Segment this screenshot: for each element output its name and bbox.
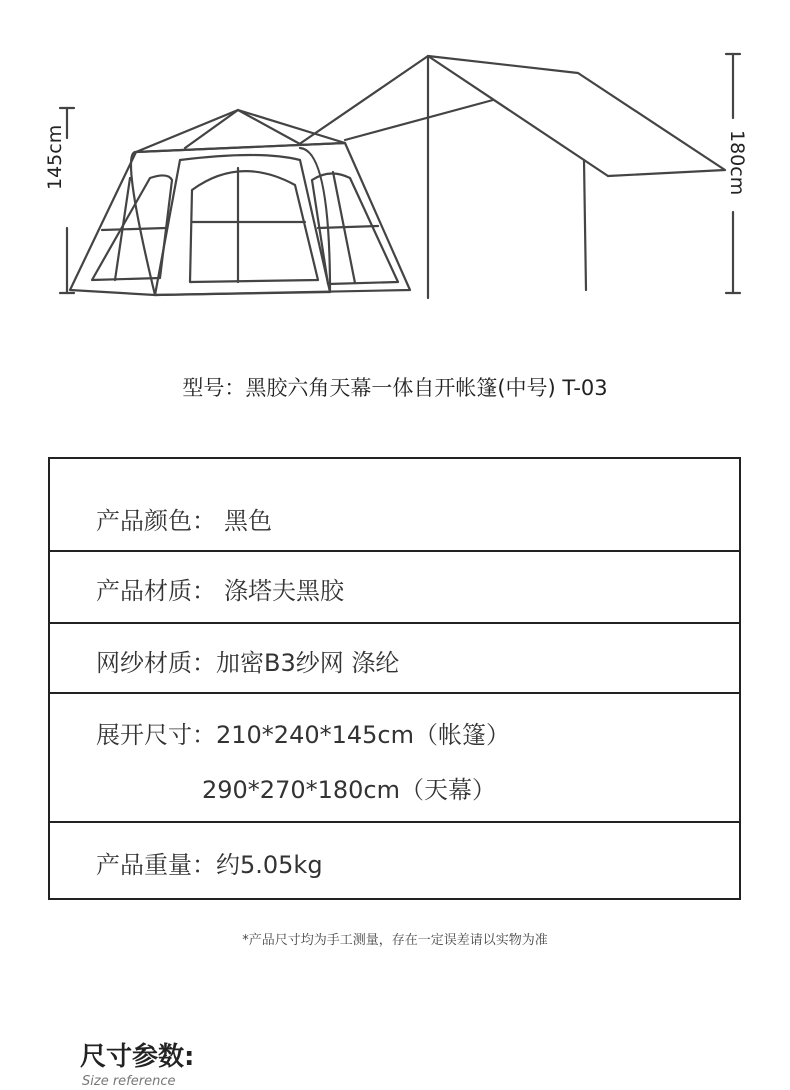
spec-row-size bbox=[50, 694, 739, 823]
spec-value: 210*240*145cm（帐篷） bbox=[216, 721, 510, 749]
spec-label: 产品重量： bbox=[96, 851, 216, 879]
canopy-shape bbox=[298, 56, 725, 298]
tent-diagram bbox=[0, 0, 790, 370]
spec-value: 黑色 bbox=[224, 507, 272, 535]
spec-table bbox=[48, 457, 741, 900]
spec-row-material bbox=[50, 552, 739, 624]
spec-row-color bbox=[50, 459, 739, 552]
measurement-footnote: *产品尺寸均为手工测量，存在一定误差请以实物为准 bbox=[242, 933, 548, 948]
spec-value-secondary: 290*270*180cm（天幕） bbox=[202, 776, 496, 804]
spec-label: 产品材质： bbox=[96, 577, 216, 605]
canopy-height-label: 180cm bbox=[726, 130, 748, 196]
spec-value: 加密B3纱网 涤纶 bbox=[216, 649, 400, 677]
size-section-subtitle: Size reference bbox=[82, 1074, 176, 1089]
spec-label: 产品颜色： bbox=[96, 507, 216, 535]
spec-row-weight bbox=[50, 823, 739, 898]
spec-label: 展开尺寸： bbox=[96, 721, 216, 749]
tent-body bbox=[70, 143, 410, 295]
spec-row-mesh bbox=[50, 624, 739, 694]
size-section-title: 尺寸参数: bbox=[80, 1042, 195, 1072]
spec-label: 网纱材质： bbox=[96, 649, 216, 677]
tent-roof bbox=[136, 110, 345, 152]
model-title: 型号：黑胶六角天幕一体自开帐篷(中号) T-03 bbox=[182, 376, 608, 400]
tent-height-label: 145cm bbox=[44, 124, 66, 190]
spec-value: 约5.05kg bbox=[216, 851, 323, 879]
spec-value: 涤塔夫黑胶 bbox=[224, 577, 344, 605]
